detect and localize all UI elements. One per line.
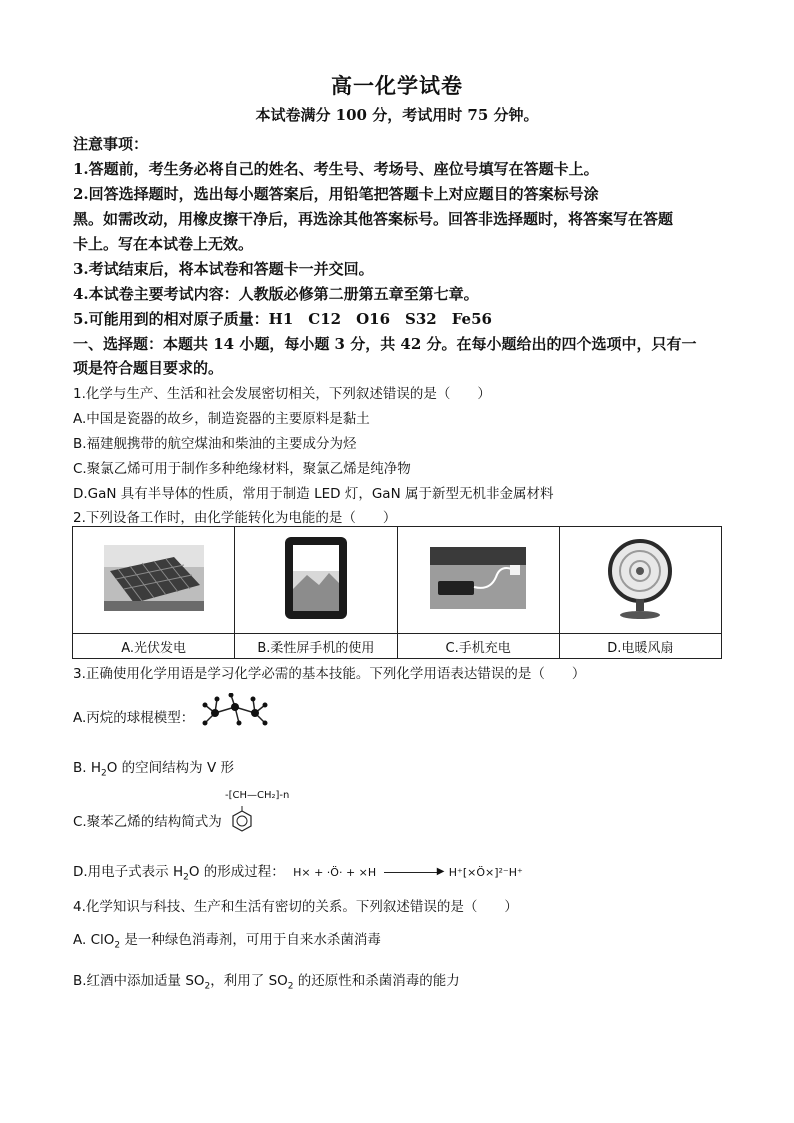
option-b-text: B.红酒中添加适量 SO (73, 973, 205, 989)
question-stem: 2.下列设备工作时，由化学能转化为电能的是（ ） (73, 510, 397, 526)
device-caption: C.手机充电 (397, 634, 559, 659)
subscript: 2 (204, 981, 211, 992)
flexible-phone-photo (283, 535, 349, 621)
note-item: 4.本试卷主要考试内容：人教版必修第二册第五章至第七章。 (73, 285, 479, 303)
device-caption: A.光伏发电 (73, 634, 235, 659)
polystyrene-formula: -[CH—CH₂]-n (225, 790, 290, 801)
electron-formula-right: H⁺[×Ö×]²⁻H⁺ (448, 866, 523, 879)
question-stem: 3.正确使用化学用语是学习化学必需的基本技能。下列化学用语表达错误的是（ ） (73, 666, 586, 682)
option-a-text: A. ClO (73, 932, 115, 948)
option-c-label: C.聚苯乙烯的结构简式为 (73, 814, 222, 830)
device-caption: B.柔性屏手机的使用 (235, 634, 397, 659)
question-option (73, 790, 723, 840)
note-item: 5.可能用到的相对原子质量：H1 C12 O16 S32 Fe56 (73, 310, 492, 328)
subscript: 2 (114, 940, 121, 951)
subscript: 2 (287, 981, 294, 992)
section-heading: 一、选择题：本题共 14 小题，每小题 3 分，共 42 分。在每小题给出的四个选项中，只有一 (73, 335, 697, 353)
device-table (72, 526, 722, 659)
page-subtitle: 本试卷满分 100 分，考试用时 75 分钟。 (255, 106, 539, 124)
option-d-text: D.用电子式表示 H (73, 864, 184, 880)
question-option (73, 706, 723, 729)
option-d-text-cont: O 的形成过程： (188, 864, 285, 880)
note-item: 3.考试结束后，将本试卷和答题卡一并交回。 (73, 260, 374, 278)
notes-heading: 注意事项： (73, 135, 149, 153)
reaction-arrow: ▶ (384, 872, 440, 873)
solar-panel-photo (104, 545, 204, 611)
option-b-text-mid: ，利用了 SO (210, 973, 288, 989)
option-b-text-cont: O 的空间结构为 V 形 (106, 760, 234, 776)
question-option: D.GaN 具有半导体的性质，常用于制造 LED 灯，GaN 属于新型无机非金属材料 (73, 486, 554, 502)
phone-charging-photo (430, 547, 526, 609)
subscript: 2 (183, 872, 189, 883)
question-option: A.中国是瓷器的故乡，制造瓷器的主要原料是黏土 (73, 411, 370, 427)
option-a-text-cont: 是一种绿色消毒剂，可用于自来水杀菌消毒 (120, 932, 381, 948)
benzene-ring-icon (231, 806, 253, 832)
electric-heater-fan-photo (603, 535, 677, 621)
question-option (73, 756, 723, 779)
device-image-cell (559, 527, 721, 634)
question-stem: 1.化学与生产、生活和社会发展密切相关，下列叙述错误的是（ ） (73, 386, 491, 402)
page-title: 高一化学试卷 (331, 73, 463, 98)
electron-formula-left: H× + ·Ö· + ×H (293, 866, 377, 879)
note-item: 黑。如需改动，用橡皮擦干净后，再选涂其他答案标号。回答非选择题时，将答案写在答题 (73, 210, 674, 228)
option-b-text-cont: 的还原性和杀菌消毒的能力 (293, 973, 460, 989)
note-item: 卡上。写在本试卷上无效。 (73, 235, 254, 253)
section-heading-cont: 项是符合题目要求的。 (73, 359, 224, 377)
subscript: 2 (101, 768, 107, 779)
question-option (73, 928, 723, 951)
question-option: B.福建舰携带的航空煤油和柴油的主要成分为烃 (73, 436, 357, 452)
propane-ball-stick-model (199, 693, 271, 729)
question-option: C.聚氯乙烯可用于制作多种绝缘材料，聚氯乙烯是纯净物 (73, 461, 411, 477)
device-image-cell (397, 527, 559, 634)
device-caption: D.电暖风扇 (559, 634, 721, 659)
option-a-label: A.丙烷的球棍模型： (73, 710, 195, 726)
question-stem: 4.化学知识与科技、生产和生活有密切的关系。下列叙述错误的是（ ） (73, 899, 518, 915)
device-image-cell (235, 527, 397, 634)
note-item: 2.回答选择题时，选出每小题答案后，用铅笔把答题卡上对应题目的答案标号涂 (73, 185, 599, 203)
question-option (73, 860, 723, 883)
device-image-cell (73, 527, 235, 634)
option-b-text: B. H (73, 760, 101, 776)
question-option (73, 969, 723, 992)
note-item: 1.答题前，考生务必将自己的姓名、考生号、考场号、座位号填写在答题卡上。 (73, 160, 599, 178)
